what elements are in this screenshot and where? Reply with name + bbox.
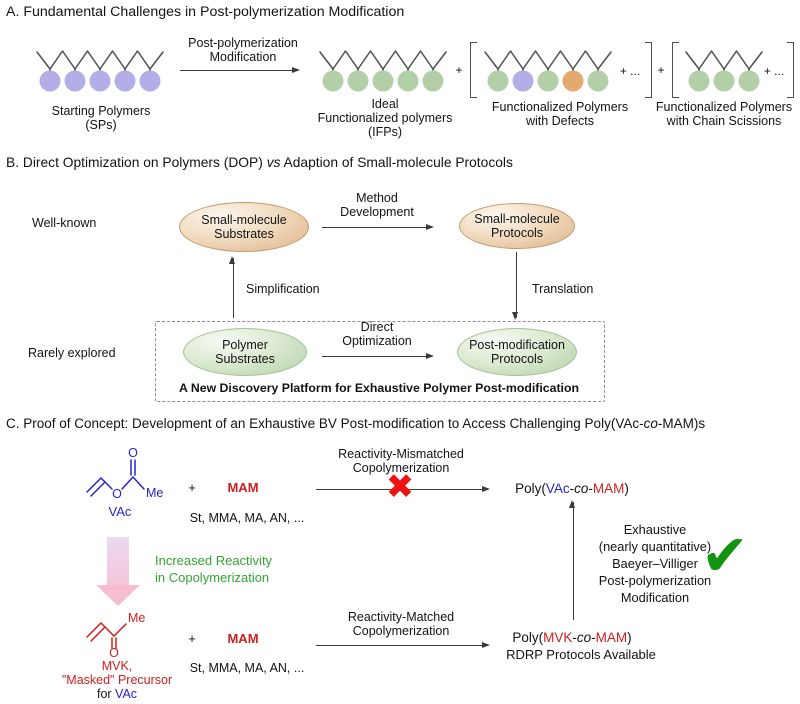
poly-text: Poly( [515, 481, 546, 496]
title-text: -MAM)s [657, 416, 706, 431]
pendant-circle [140, 71, 161, 92]
poly-text: - [588, 481, 593, 496]
pendant-circle [40, 71, 61, 92]
poly-text: ) [627, 630, 632, 645]
polymer-chain-ideal [318, 38, 450, 92]
atom-o-label: O [109, 646, 119, 658]
ellipse-text-line: Small-molecule [201, 212, 287, 227]
section-a-title: A. Fundamental Challenges in Post-polymerization Modification [6, 4, 405, 20]
bracket-right [645, 42, 652, 98]
arrow-label-simplification: Simplification [246, 282, 320, 296]
plus-sign: + [188, 631, 196, 646]
poly-text: - [591, 630, 596, 645]
bond-line [87, 478, 101, 492]
title-co: co [643, 416, 658, 431]
pendant-circle [115, 71, 136, 92]
arrow-direct-optimization [322, 356, 432, 357]
poly-mvk-co-mam-label [512, 631, 631, 645]
label-line: Development [340, 205, 414, 219]
arrow-label-translation: Translation [532, 282, 594, 296]
label-line: Modification [209, 50, 277, 64]
label-ideal-polymers [318, 97, 453, 139]
bond-line [114, 624, 126, 636]
label-line: Modification [620, 590, 690, 605]
polymer-chain-scission [684, 38, 766, 92]
vac-name-label: VAc [108, 504, 132, 519]
label-line: Post-polymerization [188, 36, 298, 50]
mvk-name-line2: "Masked" Precursor [61, 673, 173, 687]
arrow-simplification [233, 258, 234, 318]
label-line: Exhaustive [623, 522, 687, 537]
label-line: (IFPs) [367, 125, 403, 139]
bv-modification-label [599, 521, 711, 606]
mam-label: MAM [227, 480, 259, 495]
label-line: Baeyer–Villiger [612, 556, 698, 571]
title-vs: vs [266, 155, 281, 170]
title-text: B. Direct Optimization on Polymers (DOP) [6, 155, 267, 170]
ellipse-small-molecule-protocols [459, 203, 575, 249]
backbone-line [37, 51, 163, 69]
bond-line [91, 482, 105, 496]
methyl-label: Me [146, 486, 164, 500]
label-line: Functionalized polymers [317, 111, 453, 125]
poly-text: - [569, 481, 575, 496]
label-line: Ideal [371, 97, 399, 111]
label-line: Functionalized Polymers [491, 100, 629, 114]
label-defect-polymers [492, 100, 628, 128]
section-c-title [6, 416, 705, 431]
pendant-circle [588, 71, 609, 92]
mvk-name-line1: MVK, [101, 659, 133, 673]
bond-line [122, 477, 133, 489]
arrow-label-matched [348, 610, 454, 638]
pendant-circle [90, 71, 111, 92]
label-line: Copolymerization [352, 461, 450, 475]
poly-vac-part: VAc [545, 481, 570, 496]
pendant-circle [488, 71, 509, 92]
title-text: C. Proof of Concept: Development of an Exhaustive BV Post-modification to Access Challenging Poly(VAc- [6, 416, 644, 431]
mam-label: MAM [227, 631, 259, 646]
monomer-list: St, MMA, MA, AN, ... [189, 511, 305, 525]
ellipse-small-molecule-substrates [179, 202, 309, 252]
ellipse-polymer-substrates [183, 328, 307, 376]
label-line: with Defects [525, 114, 595, 128]
rdrp-label: RDRP Protocols Available [506, 647, 656, 662]
methyl-label: Me [128, 611, 146, 625]
label-line: Starting Polymers [51, 104, 151, 118]
label-line: Method [356, 191, 398, 205]
label-line: (SPs) [85, 118, 117, 132]
atom-o-label: O [128, 447, 138, 460]
arrow-bv-modification [573, 502, 574, 620]
pendant-circle [739, 71, 760, 92]
arrow-matched-copolymerization [316, 645, 488, 646]
plus-sign: + [657, 63, 665, 77]
bracket-left [470, 42, 477, 98]
arrow-method-development [322, 227, 432, 228]
bracket-right [787, 42, 794, 98]
pendant-circle [323, 71, 344, 92]
ellipse-text-line: Protocols [490, 226, 544, 240]
ellipse-text-line: Small-molecule [474, 211, 560, 226]
polymer-chain-defects [483, 38, 615, 92]
bond-line [91, 627, 105, 641]
backbone-line [320, 51, 446, 69]
increased-reactivity-line1: Increased Reactivity [155, 553, 273, 568]
ellipse-text-line: Post-modification [469, 337, 565, 352]
label-starting-polymers [52, 104, 151, 132]
atom-o-label: O [112, 487, 122, 501]
vac-ref: VAc [115, 687, 138, 701]
label-line: Post-polymerization [598, 573, 712, 588]
increased-reactivity-line2: in Copolymerization [155, 570, 270, 585]
poly-mam-part: MAM [592, 481, 625, 496]
label-line: Optimization [342, 334, 412, 348]
pendant-circle [423, 71, 444, 92]
pendant-circle-defect [513, 71, 534, 92]
label-line: with Chain Scissions [666, 114, 782, 128]
bond-line [87, 623, 101, 637]
backbone-line [686, 51, 762, 69]
label-line: Reactivity-Mismatched [338, 447, 464, 461]
pendant-circle-defect [563, 71, 584, 92]
vac-structure [84, 447, 172, 509]
bond-line [133, 477, 144, 489]
platform-caption: A New Discovery Platform for Exhaustive Polymer Post-modification [179, 381, 579, 395]
pink-arrow-head [96, 585, 140, 606]
poly-text: - [572, 630, 577, 645]
poly-text: ) [624, 481, 629, 496]
pendant-circle [398, 71, 419, 92]
poly-co-part: co [574, 481, 589, 496]
plus-sign: + [455, 63, 463, 77]
poly-mvk-part: MVK [543, 630, 573, 645]
pendant-circle [373, 71, 394, 92]
plus-ellipsis: + ... [763, 64, 785, 78]
green-check-icon: ✔ [701, 524, 749, 588]
poly-co-part: co [576, 630, 592, 645]
pink-arrow-stem [107, 537, 129, 585]
pendant-circle [714, 71, 735, 92]
arrow-label-method-development [340, 191, 414, 219]
ellipse-text-line: Substrates [214, 227, 274, 241]
plus-sign: + [188, 480, 196, 495]
row-label-well-known: Well-known [32, 216, 97, 230]
ellipse-text-line: Substrates [215, 352, 275, 366]
plus-ellipsis: + ... [619, 64, 641, 78]
label-line: Copolymerization [352, 624, 450, 638]
title-text: Adaption of Small-molecule Protocols [280, 155, 513, 170]
ellipse-text-line: Protocols [490, 352, 544, 366]
arrow-label-post-polymerization [188, 36, 298, 64]
label-text: for [96, 687, 116, 701]
pendant-circle [538, 71, 559, 92]
mvk-name-line3 [97, 687, 137, 701]
arrow-post-polymerization [180, 70, 298, 71]
pendant-circle [65, 71, 86, 92]
label-line: (nearly quantitative) [598, 539, 712, 554]
poly-vac-co-mam-label [515, 482, 629, 496]
bracket-left [672, 42, 679, 98]
label-scission-polymers [656, 100, 792, 128]
monomer-list: St, MMA, MA, AN, ... [189, 661, 305, 675]
arrow-translation [516, 252, 517, 318]
label-line: Direct [360, 320, 394, 334]
label-line: Reactivity-Matched [347, 610, 455, 624]
section-b-title [6, 155, 513, 170]
poly-mam-part: MAM [595, 630, 628, 645]
arrow-label-direct-optimization [342, 320, 411, 348]
polymer-chain-starting [35, 38, 167, 92]
row-label-rarely-explored: Rarely explored [28, 346, 116, 360]
backbone-line [485, 51, 611, 69]
red-cross-icon: ✖ [385, 468, 415, 506]
ellipse-post-modification-protocols [457, 328, 577, 376]
label-line: Functionalized Polymers [655, 100, 793, 114]
mvk-structure [84, 606, 172, 658]
ellipse-text-line: Polymer [222, 337, 268, 352]
pendant-circle [348, 71, 369, 92]
poly-text: Poly( [512, 630, 544, 645]
pendant-circle [689, 71, 710, 92]
